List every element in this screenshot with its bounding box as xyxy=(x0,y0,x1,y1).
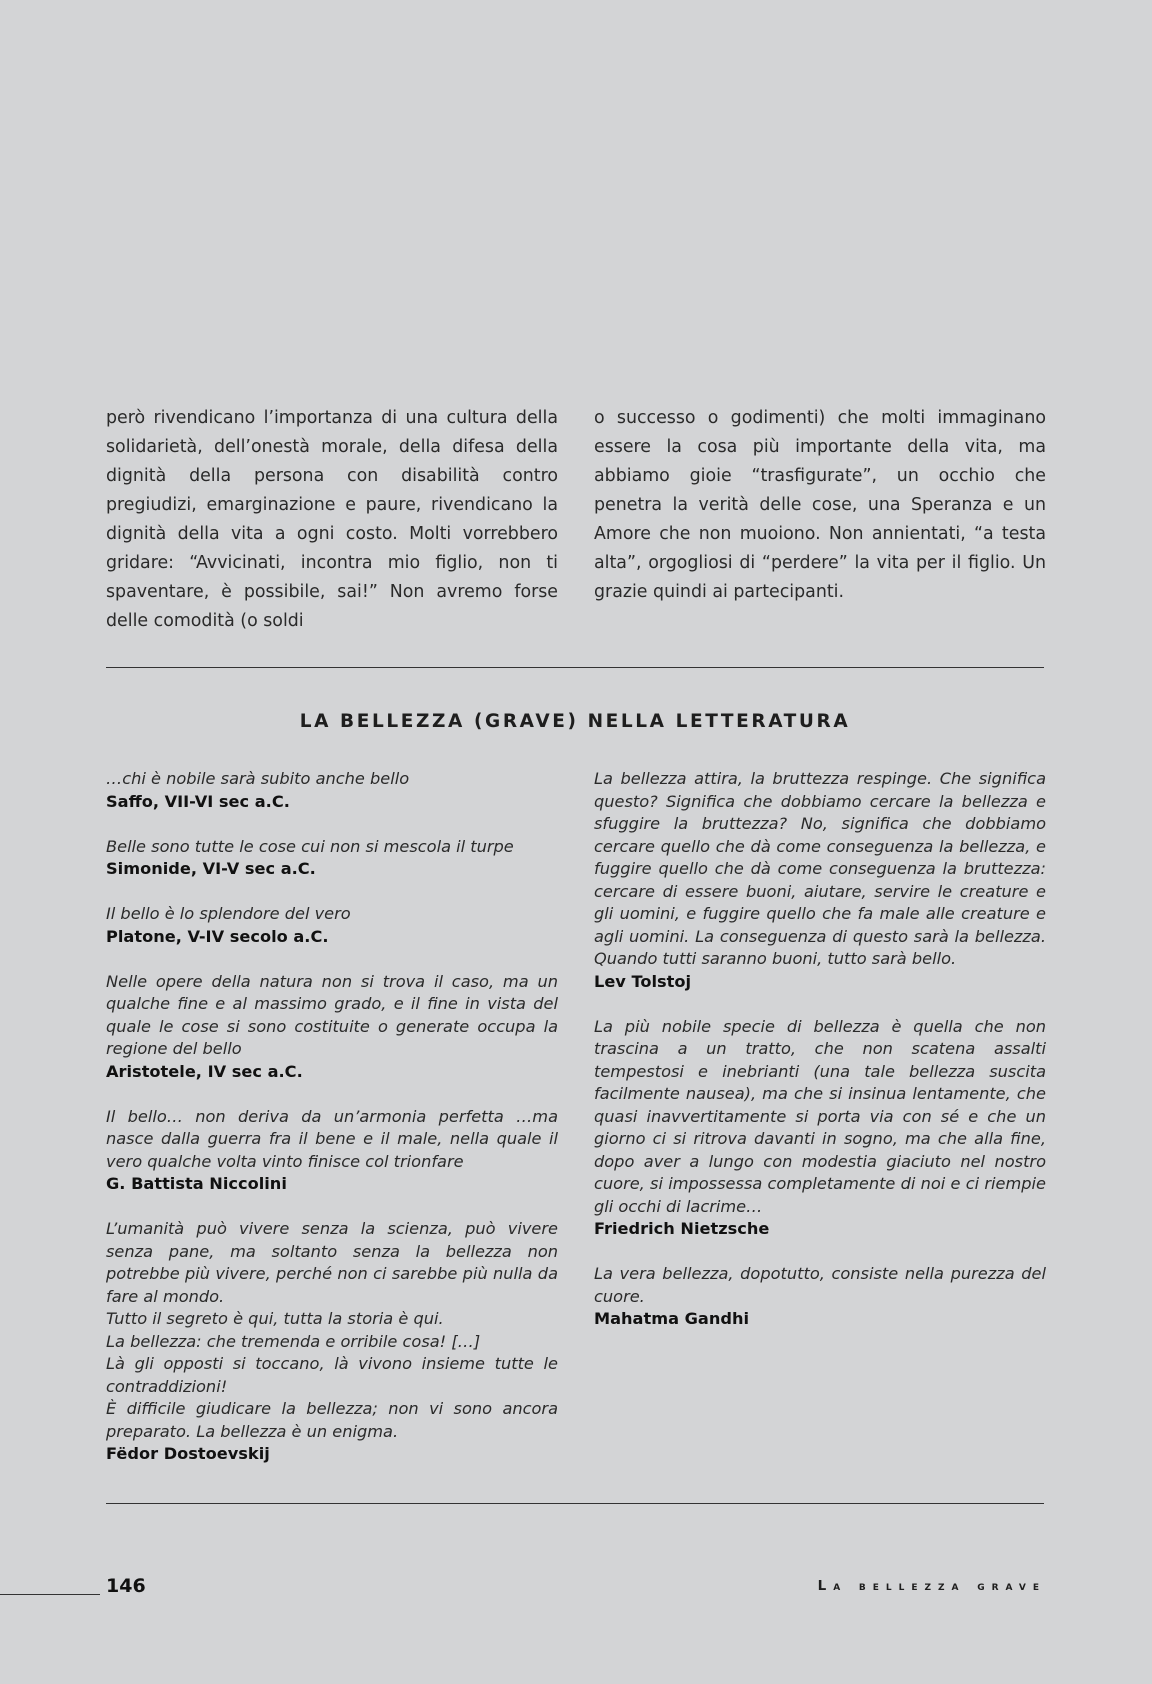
quote-text xyxy=(106,836,558,859)
quote-line: Il bello è lo splendore del vero xyxy=(106,904,351,923)
quote-author: G. Battista Niccolini xyxy=(106,1174,287,1193)
quote-block xyxy=(106,903,558,948)
intro-text xyxy=(106,404,1046,636)
quote-line: La vera bellezza, dopotutto, consiste nella purezza del cuore. xyxy=(594,1264,1046,1306)
quotes-column-left xyxy=(106,768,558,1488)
quotes-section xyxy=(106,768,1046,1488)
intro-column-left: però rivendicano l’importanza di una cultura della solidarietà, dell’onestà morale, della difesa della dignità della persona con disabilità contro pregiudizi, emarginazione e paure, rivendicano la dignità della vita a ogni costo. Molti vorrebbero gridare: “Avvicinati, incontra mio figlio, non ti spaventare, è possibile, sai!” Non avremo forse delle comodità (o soldi xyxy=(106,408,558,631)
divider-top xyxy=(106,667,1044,668)
footer-rule xyxy=(0,1594,100,1595)
running-head: La bellezza grave xyxy=(817,1578,1046,1594)
quote-line: …chi è nobile sarà subito anche bello xyxy=(106,769,410,788)
page-number: 146 xyxy=(106,1575,146,1597)
quote-author: Platone, V-IV secolo a.C. xyxy=(106,926,329,946)
quote-block xyxy=(106,768,558,813)
quote-text xyxy=(594,1016,1046,1219)
quote-line: La bellezza: che tremenda e orribile cosa! […] xyxy=(106,1331,481,1351)
quote-text xyxy=(106,971,558,1061)
quote-author: Mahatma Gandhi xyxy=(594,1309,750,1328)
quote-block xyxy=(594,1263,1046,1331)
quote-line: Là gli opposti si toccano, là vivono insieme tutte le contraddizioni! xyxy=(106,1354,558,1396)
quote-text xyxy=(594,1263,1046,1308)
quote-author: Saffo, VII-VI sec a.C. xyxy=(106,791,290,811)
quote-line: È difficile giudicare la bellezza; non vi sono ancora preparato. La bellezza è un enigma. xyxy=(106,1399,558,1441)
quote-text xyxy=(106,1106,558,1174)
quote-block xyxy=(106,836,558,881)
quote-block xyxy=(594,1016,1046,1241)
quote-author: Lev Tolstoj xyxy=(594,971,692,991)
quote-text xyxy=(106,768,558,791)
quotes-column-right xyxy=(594,768,1046,1488)
quote-block xyxy=(106,1218,558,1466)
quote-author: Fëdor Dostoevskij xyxy=(106,1444,270,1463)
quote-author: Aristotele, IV sec a.C. xyxy=(106,1061,303,1081)
quote-block xyxy=(594,768,1046,993)
quote-line: L’umanità può vivere senza la scienza, può vivere senza pane, ma soltanto senza la bellezza non potrebbe più vivere, perché non ci sarebbe più nulla da fare al mondo. xyxy=(106,1219,558,1306)
quote-line: La bellezza attira, la bruttezza respinge. Che significa questo? Significa che dobbiamo cercare la bellezza e sfuggire la bruttezza? No, significa che dobbiamo cercare quello che dà come conseguenza la bellezza, e fuggire quello che dà come conseguenza la bruttezza: cercare di essere buoni, aiutare, servire le creature e gli uomini, e fuggire quello che fa male alle creature e agli uomini. La conseguenza di questo sarà la bellezza. Quando tutti saranno buoni, tutto sarà bello. xyxy=(594,769,1046,968)
quote-author: Friedrich Nietzsche xyxy=(594,1219,770,1238)
quote-line: Belle sono tutte le cose cui non si mescola il turpe xyxy=(106,836,514,856)
quote-line: La più nobile specie di bellezza è quella che non trascina a un tratto, che non scatena assalti tempestosi e inebrianti (una tale bellezza suscita facilmente nausea), ma che si insinua lentamente, che quasi inavvertitamente si porta via con sé e che un giorno ci si ritrova davanti in sogno, ma che alla fine, dopo aver a lungo con modestia giaciuto nel nostro cuore, si impossessa completamente di noi e ci riempie gli occhi di lacrime… xyxy=(594,1016,1046,1216)
quote-line: Il bello… non deriva da un’armonia perfetta …ma nasce dalla guerra fra il bene e il male, nella quale il vero qualche volta vinto finisce col trionfare xyxy=(106,1106,558,1171)
quote-block xyxy=(106,1106,558,1196)
section-title: LA BELLEZZA (GRAVE) NELLA LETTERATURA xyxy=(299,711,851,732)
quote-text xyxy=(106,1218,558,1443)
quote-line: Nelle opere della natura non si trova il caso, ma un qualche fine e al massimo grado, e il fine in vista del quale le cose si sono costituite o generate occupa la regione del bello xyxy=(106,971,558,1058)
quote-author: Simonide, VI-V sec a.C. xyxy=(106,859,316,878)
quote-text xyxy=(594,768,1046,971)
divider-bottom xyxy=(106,1503,1044,1504)
intro-column-right: o successo o godimenti) che molti immaginano essere la cosa più importante della vita, ma abbiamo gioie “trasfigurate”, un occhio che penetra la verità delle cose, una Speranza e un Amore che non muoiono. Non annientati, “a testa alta”, orgogliosi di “perdere” la vita per il figlio. Un grazie quindi ai partecipanti. xyxy=(594,408,1046,602)
quote-text xyxy=(106,903,558,926)
quote-line: Tutto il segreto è qui, tutta la storia è qui. xyxy=(106,1309,444,1328)
quote-block xyxy=(106,971,558,1084)
